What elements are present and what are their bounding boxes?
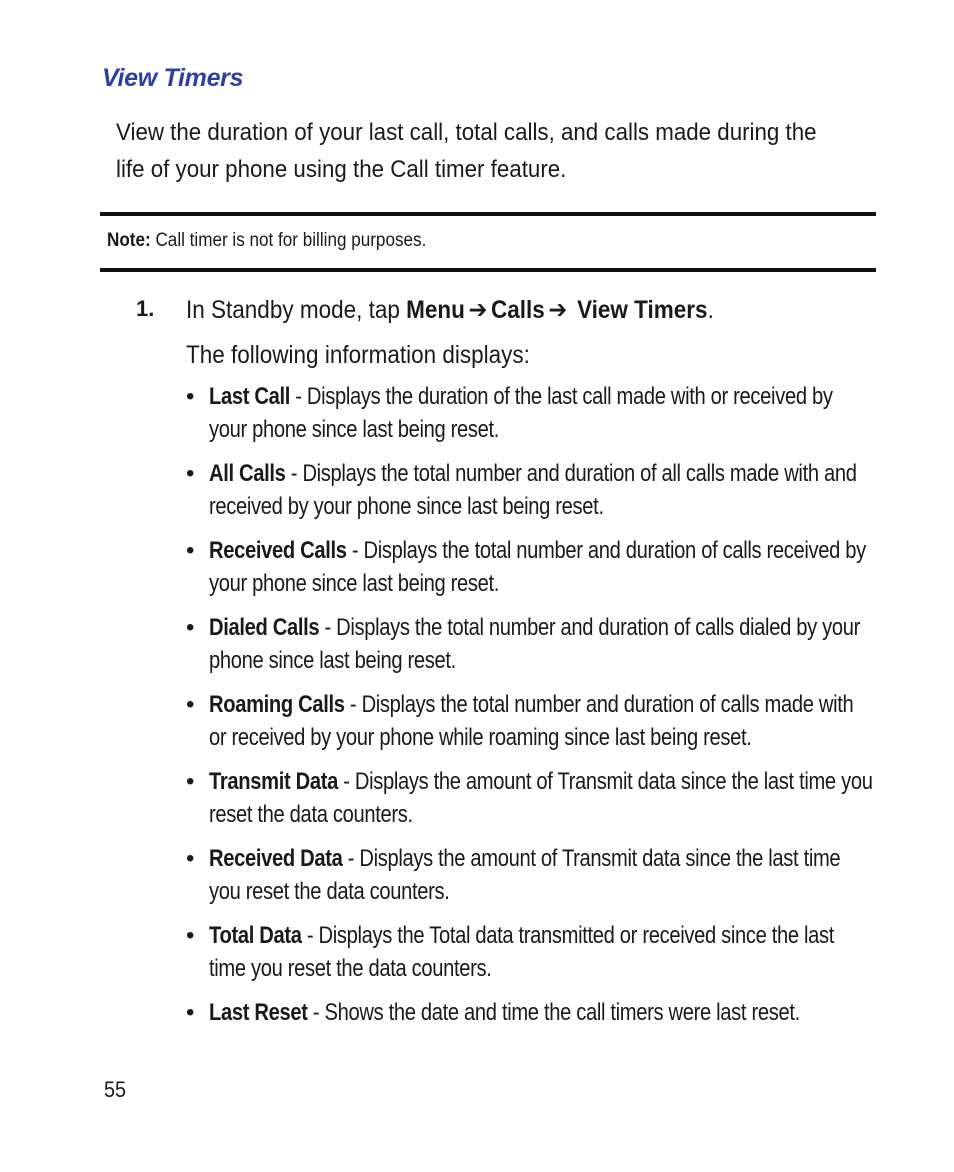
view-timers-term: View Timers xyxy=(577,296,708,324)
bullet-icon: • xyxy=(186,614,195,641)
list-item-term: Dialed Calls xyxy=(209,614,320,641)
list-item-text xyxy=(209,457,873,523)
step-prefix: In Standby mode, tap xyxy=(186,296,407,324)
list-item-text xyxy=(209,611,873,677)
list-item-text xyxy=(209,380,873,446)
list-item-description: - Displays the amount of Transmit data since the last time you reset the data counters. xyxy=(209,845,841,905)
list-item-description: - Displays the total number and duration of all calls made with and received by your phone since last being reset. xyxy=(209,460,857,520)
list-item-term: All Calls xyxy=(209,460,286,487)
list-item-text xyxy=(209,919,873,985)
note-text: Call timer is not for billing purposes. xyxy=(150,230,427,251)
info-list xyxy=(186,380,954,1073)
section-title: View Timers xyxy=(102,64,244,92)
list-item-description: - Displays the duration of the last call made with or received by your phone since last being reset. xyxy=(209,383,833,443)
list-item xyxy=(186,842,954,919)
list-item xyxy=(186,380,954,457)
step-number: 1. xyxy=(136,296,155,321)
list-item-description: - Shows the date and time the call timers were last reset. xyxy=(307,999,800,1026)
calls-term: Calls xyxy=(490,296,545,324)
step-suffix: . xyxy=(707,296,714,324)
note xyxy=(107,229,426,253)
bullet-icon: • xyxy=(186,768,195,795)
list-item xyxy=(186,765,954,842)
bullet-icon: • xyxy=(186,691,195,718)
step-instruction xyxy=(186,292,714,328)
list-item xyxy=(186,611,954,688)
list-item xyxy=(186,919,954,996)
note-label: Note: xyxy=(107,230,151,251)
list-item-term: Received Data xyxy=(209,845,343,872)
arrow-icon: ➔ xyxy=(548,296,568,324)
list-item-text xyxy=(209,996,873,1029)
list-item xyxy=(186,996,954,1073)
list-item-description: - Displays the amount of Transmit data since the last time you reset the data counters. xyxy=(209,768,873,828)
list-item-description: - Displays the total number and duration of calls made with or received by your phone while roaming since last being reset. xyxy=(209,691,854,751)
list-item-term: Last Reset xyxy=(209,999,308,1026)
arrow-icon: ➔ xyxy=(468,296,488,324)
list-item-term: Last Call xyxy=(209,383,291,410)
list-item-term: Received Calls xyxy=(209,537,347,564)
list-item-text xyxy=(209,688,873,754)
list-item xyxy=(186,688,954,765)
list-item-term: Roaming Calls xyxy=(209,691,345,718)
bullet-icon: • xyxy=(186,922,195,949)
note-rule-bottom xyxy=(100,268,876,272)
list-item-term: Transmit Data xyxy=(209,768,338,795)
list-item-term: Total Data xyxy=(209,922,302,949)
list-item xyxy=(186,534,954,611)
bullet-icon: • xyxy=(186,537,195,564)
menu-term: Menu xyxy=(406,296,465,324)
bullet-icon: • xyxy=(186,383,195,410)
intro-paragraph: View the duration of your last call, total calls, and calls made during the life of your phone using the Call timer feature. xyxy=(116,119,817,183)
bullet-icon: • xyxy=(186,845,195,872)
bullet-icon: • xyxy=(186,460,195,487)
bullet-icon: • xyxy=(186,999,195,1026)
following-text: The following information displays: xyxy=(186,341,530,369)
list-item-text xyxy=(209,534,873,600)
page-number: 55 xyxy=(104,1077,127,1102)
list-item xyxy=(186,457,954,534)
list-item-text xyxy=(209,842,873,908)
list-item-description: - Displays the Total data transmitted or received since the last time you reset the data counters. xyxy=(209,922,835,982)
note-rule-top xyxy=(100,212,876,216)
list-item-description: - Displays the total number and duration of calls received by your phone since last being reset. xyxy=(209,537,866,597)
list-item-text xyxy=(209,765,873,831)
list-item-description: - Displays the total number and duration of calls dialed by your phone since last being reset. xyxy=(209,614,860,674)
